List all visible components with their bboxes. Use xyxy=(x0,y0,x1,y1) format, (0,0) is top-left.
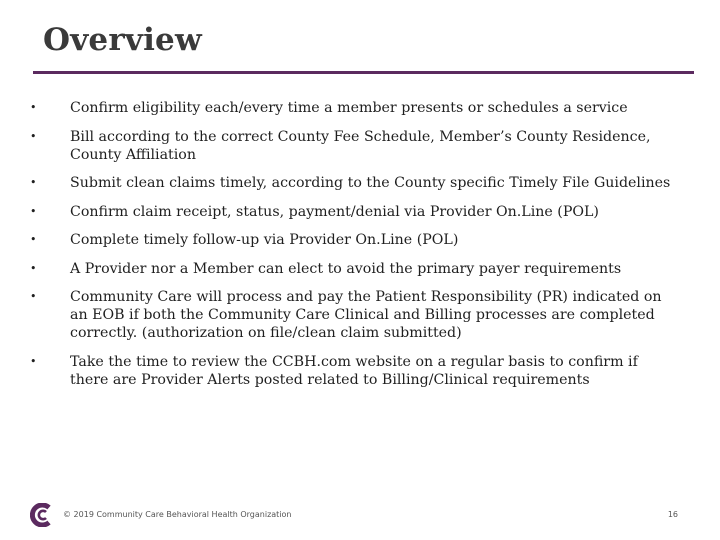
bullet-text: Complete timely follow-up via Provider On.Line (POL) xyxy=(70,232,459,248)
bullet-icon: • xyxy=(30,101,37,114)
page-number: 16 xyxy=(667,510,678,519)
footer-copyright: © 2019 Community Care Behavioral Health Organization xyxy=(63,510,292,519)
bullet-item xyxy=(30,99,680,117)
bullet-item xyxy=(30,260,680,278)
bullet-icon: • xyxy=(30,176,37,189)
bullet-icon: • xyxy=(30,290,37,303)
bullet-icon: • xyxy=(30,129,37,143)
bullet-text: Community Care will process and pay the Patient Responsibility (PR) indicated on an EOB if both the Community Care Clinical and Billing processes are completed correctly. (authorization on file/clean claim submitted) xyxy=(70,289,662,341)
bullet-item xyxy=(30,231,680,249)
bullet-item xyxy=(30,288,680,342)
bullet-item xyxy=(30,128,680,164)
slide-title: Overview xyxy=(43,22,202,58)
bullet-icon: • xyxy=(30,261,37,275)
bullet-item xyxy=(30,353,680,389)
bullet-icon: • xyxy=(30,204,37,218)
bullet-icon: • xyxy=(30,354,37,368)
bullet-text: Take the time to review the CCBH.com website on a regular basis to confirm if there are Provider Alerts posted related to Billing/Clinical requirements xyxy=(70,353,638,388)
bullet-text: Submit clean claims timely, according to the County specific Timely File Guidelines xyxy=(70,175,671,191)
bullet-text: Confirm claim receipt, status, payment/denial via Provider On.Line (POL) xyxy=(70,203,599,220)
community-care-logo-icon xyxy=(30,503,56,527)
bullet-icon: • xyxy=(30,233,37,246)
bullet-text: Bill according to the correct County Fee Schedule, Member’s County Residence, County Affiliation xyxy=(70,128,651,163)
bullet-item xyxy=(30,203,680,221)
bullet-text: A Provider nor a Member can elect to avoid the primary payer requirements xyxy=(70,260,622,277)
bullet-list xyxy=(30,99,680,399)
title-divider xyxy=(33,71,694,74)
bullet-item xyxy=(30,174,680,192)
bullet-text: Confirm eligibility each/every time a member presents or schedules a service xyxy=(70,100,628,116)
